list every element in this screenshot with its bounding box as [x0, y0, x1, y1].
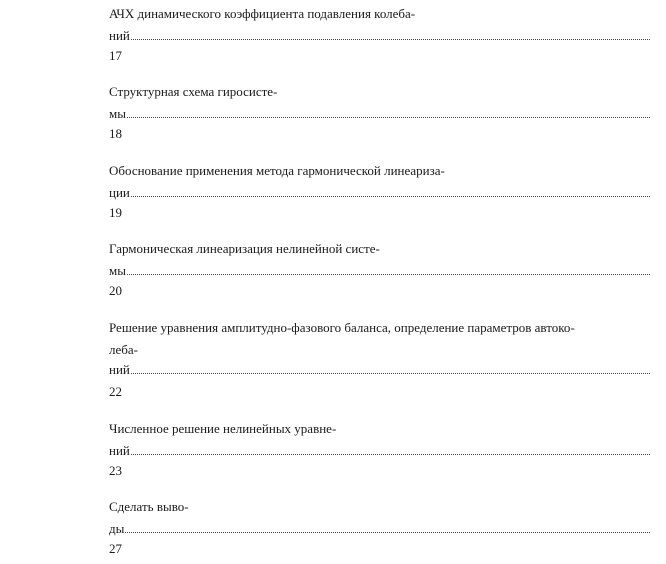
toc-entry-title-continued: леба-	[109, 342, 138, 357]
toc-entry-title-end: ции	[109, 185, 130, 200]
toc-leader-line	[109, 28, 650, 44]
dot-leader	[127, 273, 650, 275]
toc-entry-title: Обоснование применения метода гармонической линеариза-	[109, 163, 445, 178]
dot-leader	[131, 38, 650, 40]
toc-page-number: 27	[109, 541, 122, 556]
dot-leader	[127, 116, 650, 118]
toc-leader-line	[109, 443, 650, 459]
toc-leader-line	[109, 263, 650, 279]
dot-leader	[131, 453, 650, 455]
toc-entry-title-end: ды	[109, 521, 125, 536]
toc-entry-title: АЧХ динамического коэффициента подавления колеба-	[109, 6, 416, 21]
toc-page-number: 20	[109, 283, 122, 298]
toc-page-number: 17	[109, 48, 122, 63]
toc-entry-title-end: ний	[109, 28, 130, 43]
dot-leader	[131, 372, 650, 374]
toc-page-number: 19	[109, 205, 122, 220]
toc-entry-title: Численное решение нелинейных уравне-	[109, 421, 337, 436]
toc-page-number: 22	[109, 384, 122, 399]
toc-page-number: 23	[109, 463, 122, 478]
toc-leader-line	[109, 362, 650, 378]
toc-leader-line	[109, 521, 650, 537]
toc-page-number: 18	[109, 126, 122, 141]
dot-leader	[131, 195, 650, 197]
toc-leader-line	[109, 106, 650, 122]
toc-entry-title-end: ний	[109, 362, 130, 377]
toc-entry-title: Структурная схема гиросисте-	[109, 84, 278, 99]
toc-entry-title-end: мы	[109, 263, 126, 278]
toc-entry-title-end: мы	[109, 106, 126, 121]
dot-leader	[125, 531, 650, 533]
toc-entry-title: Решение уравнения амплитудно-фазового баланса, определение параметров автоко-	[109, 320, 575, 335]
toc-entry-title-end: ний	[109, 443, 130, 458]
toc-entry-title: Сделать выво-	[109, 499, 189, 514]
toc-leader-line	[109, 185, 650, 201]
toc-entry-title: Гармоническая линеаризация нелинейной систе-	[109, 241, 380, 256]
